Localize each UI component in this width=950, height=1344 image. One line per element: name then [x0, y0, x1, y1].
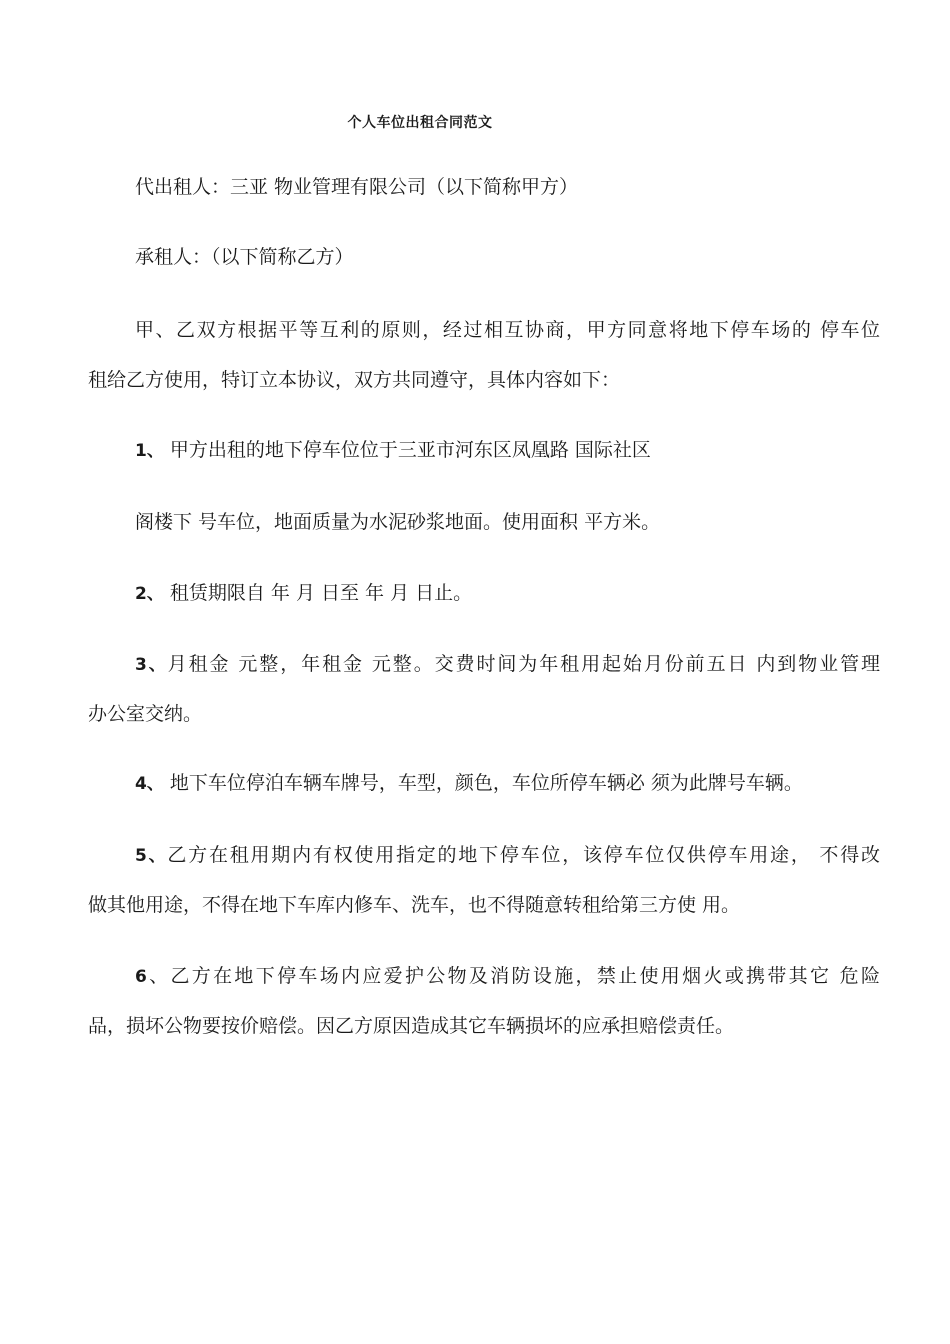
lessee-line: 承租人：（以下简称乙方）: [135, 246, 354, 268]
clause-5-line-2: 做其他用途，不得在地下车库内修车、洗车，也不得随意转租给第三方使 用。: [88, 894, 741, 916]
clause-2-text: 租赁期限自 年 月 日至 年 月 日止。: [169, 582, 473, 604]
clause-3-number: 3、: [135, 655, 168, 675]
clause-6-line-2: 品，损坏公物要按价赔偿。因乙方原因造成其它车辆损坏的应承担赔偿责任。: [88, 1015, 735, 1037]
clause-2-number: 2、: [135, 584, 164, 604]
clause-6-text: 、乙方在地下停车场内应爱护公物及消防设施，禁止使用烟火或携带其它 危险: [146, 965, 880, 987]
clause-1-line-1: [135, 438, 880, 463]
document-title: 个人车位出租合同范文: [347, 115, 493, 131]
clause-1-number: 1、: [135, 441, 164, 461]
clause-4-line-1: [135, 771, 880, 796]
clause-4-number: 4、: [135, 774, 164, 794]
clause-5-number: 5、: [135, 846, 168, 866]
clause-6-line-1: [135, 964, 880, 989]
clause-4-text: 地下车位停泊车辆车牌号，车型，颜色，车位所停车辆必 须为此牌号车辆。: [169, 772, 803, 794]
clause-3-line-1: [135, 652, 880, 677]
clause-1-text: 甲方出租的地下停车位位于三亚市河东区凤凰路 国际社区: [169, 439, 651, 461]
clause-5-line-1: [135, 843, 880, 868]
clause-1-line-2: 阁楼下 号车位，地面质量为水泥砂浆地面。使用面积 平方米。: [135, 511, 661, 533]
clause-3-text: 月租金 元整，年租金 元整。交费时间为年租用起始月份前五日 内到物业管理: [167, 653, 880, 675]
intro-line-2: 租给乙方使用，特订立本协议，双方共同遵守，具体内容如下：: [88, 369, 621, 391]
clause-2-line-1: [135, 581, 880, 606]
intro-line-1: 甲、乙双方根据平等互利的原则，经过相互协商，甲方同意将地下停车场的 停车位: [135, 319, 880, 341]
clause-3-line-2: 办公室交纳。: [88, 703, 203, 725]
clause-6-number: 6: [135, 967, 147, 987]
clause-5-text: 乙方在租用期内有权使用指定的地下停车位，该停车位仅供停车用途， 不得改: [167, 844, 880, 866]
lessor-line: 代出租人：三亚 物业管理有限公司（以下简称甲方）: [135, 176, 579, 198]
